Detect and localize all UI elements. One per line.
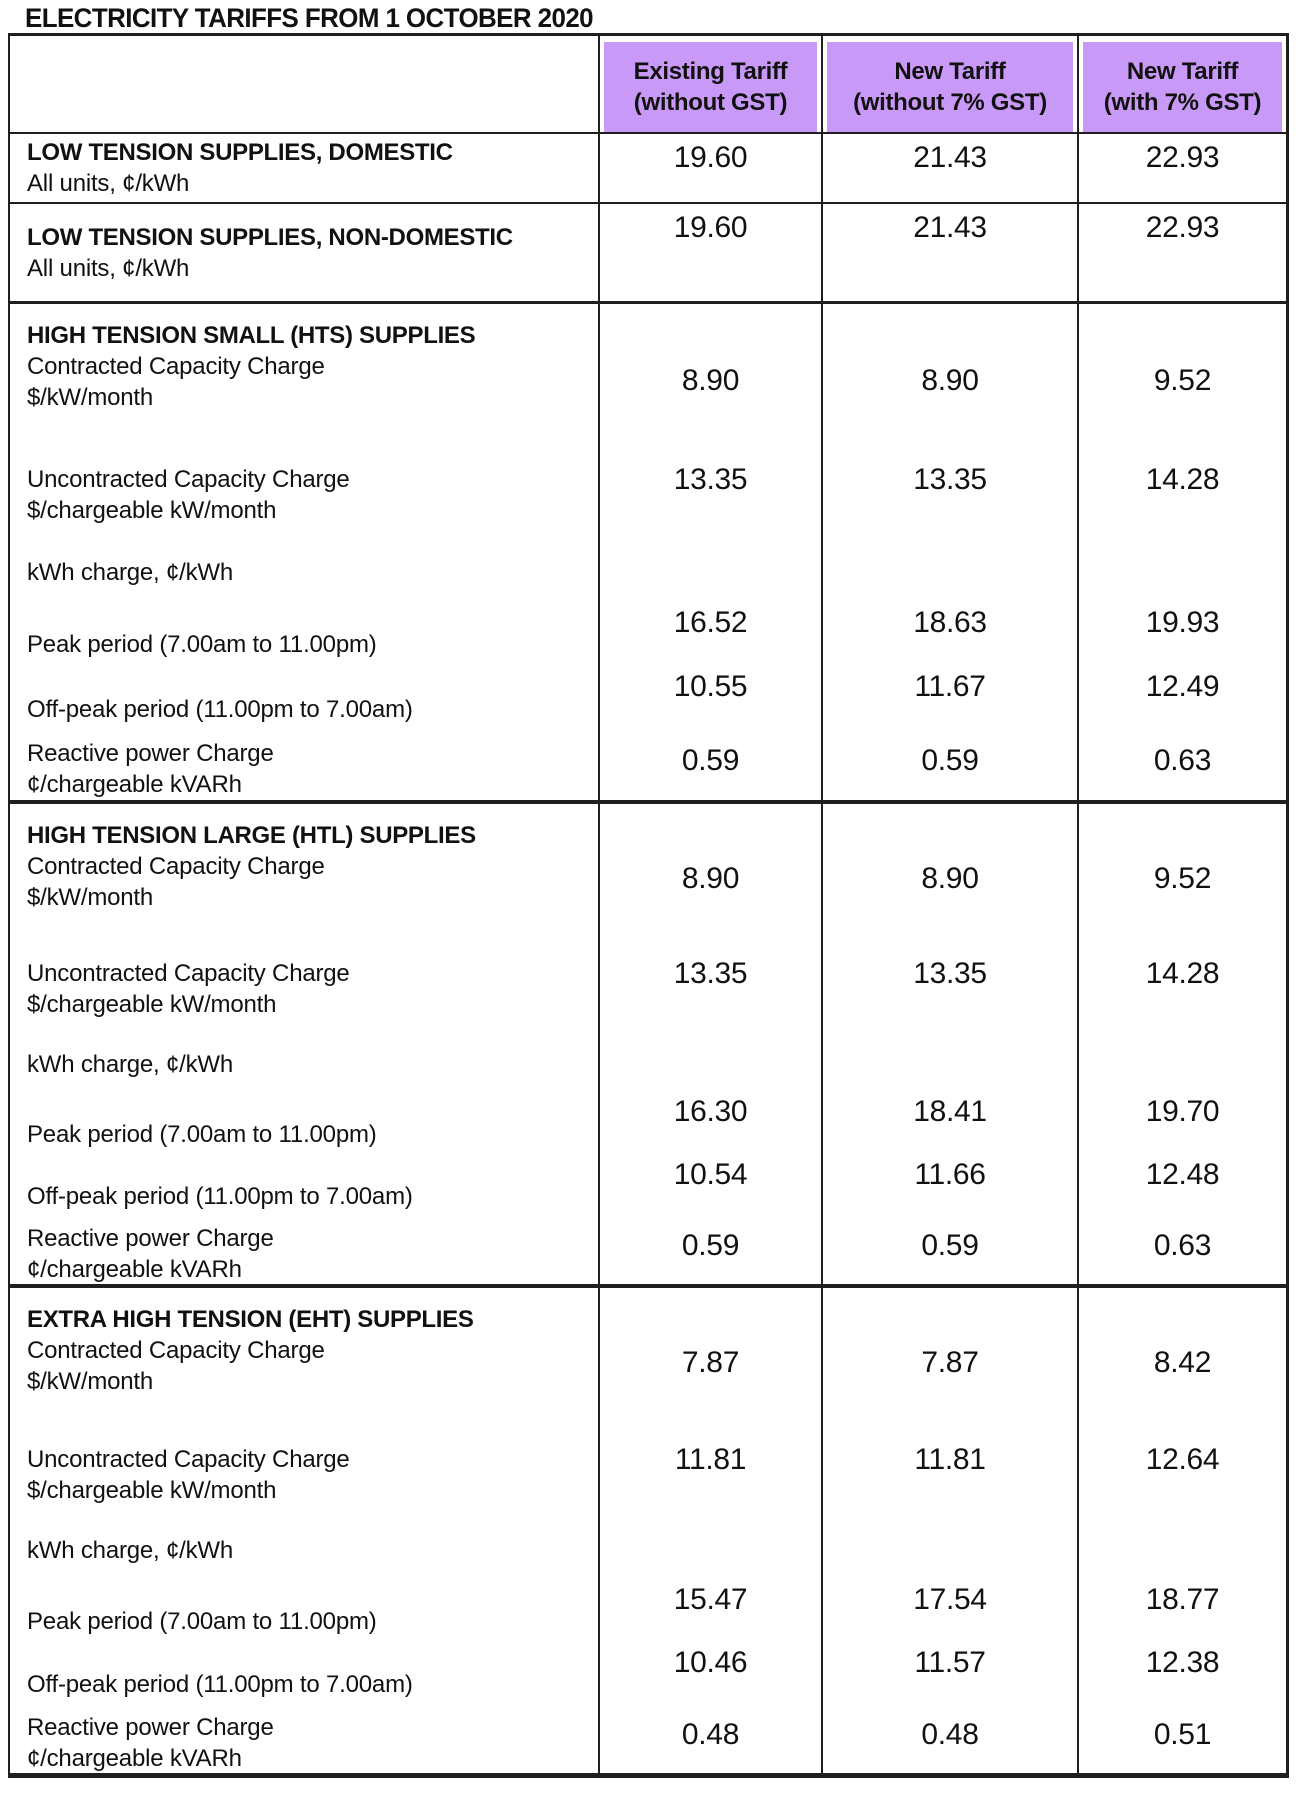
row-line: Reactive power Charge (27, 1713, 274, 1741)
tariff-value: 10.46 (673, 1645, 748, 1679)
value-cell (598, 446, 821, 545)
value-cell (1077, 1427, 1286, 1524)
tariff-value: 22.93 (1145, 141, 1220, 174)
row-line: Contracted Capacity Charge (27, 353, 325, 380)
section-title: EXTRA HIGH TENSION (EHT) SUPPLIES (27, 1306, 474, 1333)
table-header-row (10, 36, 1286, 134)
row-uncontracted-capacity-charge (10, 1427, 1286, 1524)
row-line (27, 1712, 590, 1774)
tariff-value: 7.87 (681, 1346, 740, 1380)
row-label (10, 1216, 598, 1284)
value-cell (1077, 1288, 1286, 1427)
row-kwh-charge (10, 1037, 1286, 1091)
tariff-value: 19.60 (673, 211, 748, 244)
tariff-value: 11.57 (914, 1645, 986, 1679)
value-cell (821, 1641, 1077, 1704)
value-cell (821, 601, 1077, 665)
row-line: Off-peak period (11.00pm to 7.00am) (27, 1671, 413, 1699)
value-cell (821, 730, 1077, 800)
value-cell (1077, 1153, 1286, 1215)
row-unit: $/kW/month (27, 384, 154, 411)
value-cell (1077, 1704, 1286, 1773)
row-line: Reactive power Charge (27, 739, 274, 767)
row-label (10, 730, 598, 800)
row-title: LOW TENSION SUPPLIES, NON-DOMESTIC (27, 223, 513, 251)
tariff-value: 0.51 (1153, 1717, 1212, 1751)
value-cell (1077, 204, 1286, 301)
row-line (27, 738, 590, 800)
row-unit: $/chargeable kW/month (27, 1477, 277, 1505)
tariff-value: 13.35 (673, 463, 748, 497)
section-high-tension-small (10, 304, 1286, 804)
row-off-peak-period (10, 665, 1286, 729)
tariff-value: 11.67 (914, 670, 986, 704)
value-cell (598, 304, 821, 446)
value-cell (598, 601, 821, 665)
row-kwh-charge (10, 545, 1286, 601)
value-cell (1077, 730, 1286, 800)
row-peak-period (10, 1578, 1286, 1641)
row-label (10, 1288, 598, 1427)
row-label (10, 204, 598, 301)
tariff-value: 12.49 (1145, 670, 1220, 704)
row-low-tension-non-domestic (10, 204, 1286, 304)
tariff-value: 18.63 (913, 605, 987, 639)
value-cell (1077, 545, 1286, 601)
tariff-value: 11.81 (914, 1443, 986, 1477)
header-empty-cell (10, 36, 598, 132)
tariff-value: 12.48 (1145, 1157, 1220, 1191)
row-label (10, 304, 598, 446)
tariff-table (8, 33, 1289, 1778)
value-cell (821, 304, 1077, 446)
row-unit: $/kW/month (27, 1368, 154, 1395)
tariff-value: 0.63 (1153, 743, 1212, 777)
tariff-value: 18.77 (1145, 1582, 1220, 1616)
tariff-value: 21.43 (913, 211, 987, 244)
row-uncontracted-capacity-charge (10, 941, 1286, 1037)
value-cell (598, 204, 821, 301)
value-cell (598, 134, 821, 202)
value-cell (598, 545, 821, 601)
row-label (10, 446, 598, 545)
tariff-value: 0.59 (681, 1228, 740, 1262)
row-label (10, 804, 598, 941)
section-title: HIGH TENSION LARGE (HTL) SUPPLIES (27, 822, 476, 849)
tariff-value: 7.87 (921, 1346, 979, 1380)
tariff-value: 19.93 (1145, 605, 1220, 639)
row-line: Peak period (7.00am to 11.00pm) (27, 1608, 377, 1636)
value-cell (598, 1091, 821, 1153)
row-peak-period (10, 601, 1286, 665)
header-col-existing-tariff (598, 36, 821, 132)
tariff-value: 0.48 (921, 1717, 979, 1751)
row-contracted-capacity-charge (10, 304, 1286, 446)
value-cell (821, 941, 1077, 1037)
tariff-value: 11.81 (674, 1443, 747, 1477)
value-cell (821, 1037, 1077, 1091)
tariff-value: 13.35 (913, 957, 987, 991)
tariff-value: 8.90 (921, 861, 979, 895)
tariff-value: 9.52 (1153, 861, 1212, 895)
header-line: New Tariff (894, 58, 1006, 85)
tariff-value: 13.35 (913, 463, 987, 497)
value-cell (1077, 601, 1286, 665)
tariff-value: 11.66 (914, 1157, 986, 1191)
value-cell (1077, 1216, 1286, 1284)
header-fill-new-without (827, 42, 1073, 132)
tariff-value: 8.90 (681, 363, 740, 397)
row-line: Reactive power Charge (27, 1224, 274, 1252)
value-cell (821, 1091, 1077, 1153)
row-unit: $/kW/month (27, 884, 154, 911)
tariff-value: 14.28 (1145, 957, 1220, 991)
value-cell (598, 1153, 821, 1215)
row-low-tension-domestic (10, 134, 1286, 204)
header-col-new-tariff-with-gst (1077, 36, 1286, 132)
value-cell (821, 134, 1077, 202)
row-uncontracted-capacity-charge (10, 446, 1286, 545)
row-reactive-power-charge (10, 1216, 1286, 1284)
value-cell (598, 1641, 821, 1704)
row-line: Peak period (7.00am to 11.00pm) (27, 631, 377, 659)
row-label (10, 1578, 598, 1641)
value-cell (598, 1288, 821, 1427)
value-cell (1077, 446, 1286, 545)
row-unit: ¢/chargeable kVARh (27, 1255, 242, 1283)
value-cell (598, 730, 821, 800)
value-cell (1077, 1037, 1286, 1091)
row-line: Uncontracted Capacity Charge (27, 466, 350, 494)
row-peak-period (10, 1091, 1286, 1153)
value-cell (821, 1427, 1077, 1524)
tariff-value: 18.41 (913, 1095, 987, 1129)
row-unit: All units, ¢/kWh (27, 254, 190, 282)
row-reactive-power-charge (10, 1704, 1286, 1773)
row-line: Uncontracted Capacity Charge (27, 960, 350, 988)
tariff-value: 21.43 (913, 141, 987, 174)
row-title: LOW TENSION SUPPLIES, DOMESTIC (27, 139, 453, 166)
tariff-value: 10.54 (673, 1157, 748, 1191)
page-title: ELECTRICITY TARIFFS FROM 1 OCTOBER 2020 (25, 3, 594, 33)
value-cell (821, 665, 1077, 729)
section-high-tension-large (10, 804, 1286, 1288)
row-label (10, 1641, 598, 1704)
row-contracted-capacity-charge (10, 804, 1286, 941)
row-unit: ¢/chargeable kVARh (27, 770, 242, 798)
value-cell (598, 1704, 821, 1773)
value-cell (821, 1578, 1077, 1641)
tariff-value: 15.47 (673, 1582, 748, 1616)
value-cell (821, 1524, 1077, 1578)
header-line: New Tariff (1126, 58, 1239, 85)
tariff-value: 13.35 (673, 957, 748, 991)
value-cell (821, 804, 1077, 941)
tariff-value: 19.70 (1145, 1095, 1220, 1129)
value-cell (1077, 804, 1286, 941)
value-cell (1077, 134, 1286, 202)
row-line: Off-peak period (11.00pm to 7.00am) (27, 1183, 413, 1211)
value-cell (1077, 665, 1286, 729)
tariff-value: 9.52 (1153, 363, 1212, 397)
tariff-value: 0.48 (681, 1717, 740, 1751)
tariff-value: 0.59 (921, 1228, 979, 1262)
row-label (10, 545, 598, 601)
section-extra-high-tension (10, 1288, 1286, 1773)
value-cell (821, 1288, 1077, 1427)
value-cell (598, 665, 821, 729)
header-fill-new-with (1083, 42, 1282, 132)
row-label (10, 1091, 598, 1153)
value-cell (598, 1578, 821, 1641)
tariff-value: 12.38 (1145, 1645, 1220, 1679)
header-line: (with 7% GST) (1103, 89, 1262, 116)
value-cell (821, 1704, 1077, 1773)
tariff-value: 8.90 (921, 363, 979, 397)
row-line (27, 1223, 590, 1285)
row-off-peak-period (10, 1153, 1286, 1215)
row-line: kWh charge, ¢/kWh (27, 1537, 234, 1565)
row-reactive-power-charge (10, 730, 1286, 800)
row-line: kWh charge, ¢/kWh (27, 1050, 234, 1078)
header-line: (without 7% GST) (853, 89, 1047, 116)
value-cell (598, 1216, 821, 1284)
tariff-value: 0.63 (1153, 1228, 1212, 1262)
row-label (10, 1153, 598, 1215)
row-label (10, 1524, 598, 1578)
tariff-value: 8.90 (681, 861, 740, 895)
row-line: Contracted Capacity Charge (27, 853, 325, 880)
value-cell (1077, 941, 1286, 1037)
value-cell (1077, 304, 1286, 446)
value-cell (598, 1037, 821, 1091)
row-unit: ¢/chargeable kVARh (27, 1744, 242, 1772)
value-cell (1077, 1524, 1286, 1578)
value-cell (821, 204, 1077, 301)
tariff-value: 0.59 (921, 743, 979, 777)
tariff-value: 16.30 (673, 1095, 748, 1129)
tariff-value: 14.28 (1145, 463, 1220, 497)
value-cell (598, 941, 821, 1037)
tariff-value: 8.42 (1153, 1346, 1212, 1380)
row-label (10, 941, 598, 1037)
value-cell (821, 446, 1077, 545)
value-cell (598, 804, 821, 941)
tariff-value: 17.54 (913, 1582, 987, 1616)
value-cell (1077, 1578, 1286, 1641)
row-label (10, 1427, 598, 1524)
value-cell (598, 1427, 821, 1524)
tariff-value: 19.60 (673, 141, 748, 174)
header-col-new-tariff-without-gst (821, 36, 1077, 132)
row-line: Peak period (7.00am to 11.00pm) (27, 1120, 377, 1148)
row-unit: $/chargeable kW/month (27, 497, 277, 525)
row-unit: All units, ¢/kWh (27, 170, 190, 197)
row-label (10, 1037, 598, 1091)
value-cell (821, 1153, 1077, 1215)
tariff-value: 10.55 (673, 670, 748, 704)
value-cell (821, 1216, 1077, 1284)
tariff-value: 0.59 (681, 743, 740, 777)
row-line: Contracted Capacity Charge (27, 1337, 325, 1364)
row-contracted-capacity-charge (10, 1288, 1286, 1427)
tariff-value: 22.93 (1145, 211, 1220, 244)
row-kwh-charge (10, 1524, 1286, 1578)
row-line: kWh charge, ¢/kWh (27, 559, 234, 587)
row-line: Uncontracted Capacity Charge (27, 1446, 350, 1474)
tariff-value: 16.52 (673, 605, 748, 639)
tariff-value: 12.64 (1145, 1443, 1220, 1477)
value-cell (598, 1524, 821, 1578)
header-line: Existing Tariff (633, 58, 788, 85)
row-off-peak-period (10, 1641, 1286, 1704)
row-line: Off-peak period (11.00pm to 7.00am) (27, 695, 413, 723)
section-title: HIGH TENSION SMALL (HTS) SUPPLIES (27, 322, 476, 349)
header-fill-existing (604, 42, 817, 132)
header-line: (without GST) (633, 89, 788, 116)
value-cell (1077, 1641, 1286, 1704)
value-cell (821, 545, 1077, 601)
row-label (10, 134, 598, 202)
row-label (10, 665, 598, 729)
row-label (10, 1704, 598, 1773)
value-cell (1077, 1091, 1286, 1153)
row-label (10, 601, 598, 665)
row-unit: $/chargeable kW/month (27, 991, 277, 1019)
